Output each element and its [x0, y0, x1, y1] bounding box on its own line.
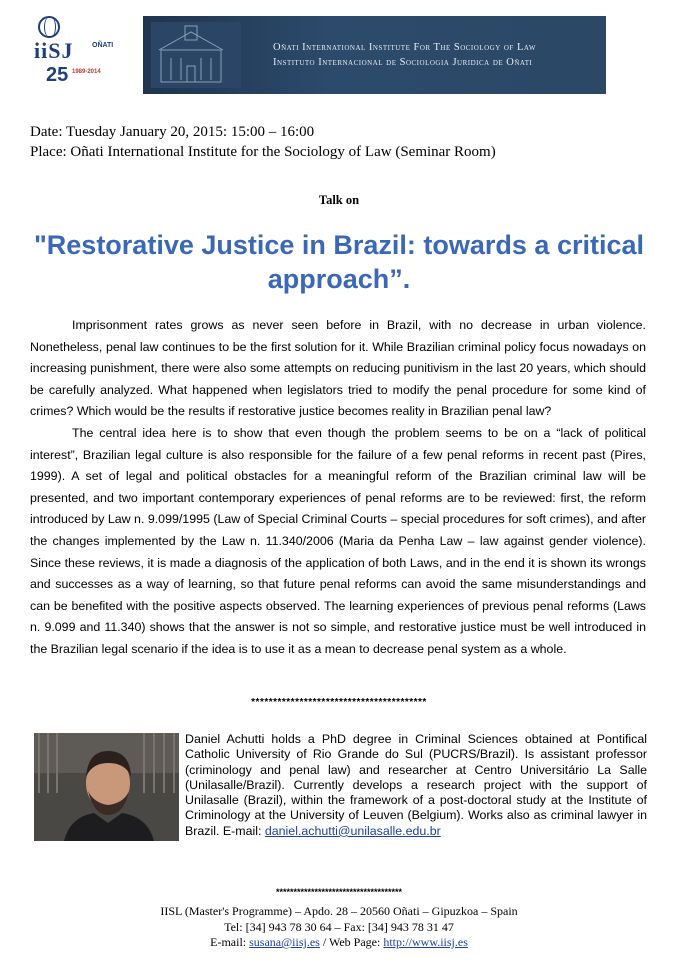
footer-contact: [0, 935, 678, 950]
globe-icon: [38, 16, 60, 38]
bio-text: Daniel Achutti holds a PhD degree in Criminal Sciences obtained at Pontifical Catholic University of Rio Grande do Sul (PUCRS/Brazil). Is assistant professor (criminology and penal law) and researcher at Centro Universitário La Salle (Unilasalle/Brazil). Currently develops a research project with the support of Unilasalle (Brazil), within the framework of a post-doctoral study at the Institute of Criminology at the University of Leuven (Belgium). Works also as criminal lawyer in Brazil. E-mail:: [185, 732, 647, 838]
logo-years: 1989-2014: [72, 69, 101, 75]
banner-line-spanish: Instituto Internacional de Sociologia Juridica de Oñati: [273, 57, 533, 68]
talk-title: "Restorative Justice in Brazil: towards a critical approach”.: [33, 230, 645, 294]
banner-line-english: Oñati International Institute For The Sociology of Law: [273, 42, 536, 53]
footer-address: IISL (Master's Programme) – Apdo. 28 – 20560 Oñati – Gipuzkoa – Spain: [160, 904, 518, 918]
logo-subtext: OÑATI: [92, 42, 114, 49]
building-illustration-icon: [151, 22, 241, 88]
separator: ****************************************: [251, 697, 427, 708]
logo-anniversary: 25: [46, 64, 69, 86]
abstract-paragraph-2: The central idea here is to show that even though the problem seems to be on a “lack of political interest”, Brazilian legal culture is also responsible for the failure of a few penal reforms in recent past (Pires, 1999). A set of legal and political obstacles for a meaningful reform of the Brazilian criminal law will be presented, and two important contemporary experiences of penal reforms are to be reviewed: first, the reform introduced by Law n. 9.099/1995 (Law of Special Criminal Courts – special procedures for soft crimes), and after the changes implemented by the Law n. 11.340/2006 (Maria da Penha Law – law against gender violence). Since these reviews, it is made a diagnosis of the application of both Laws, and in the end it is shown its wrongs and successes as a way of learning, so that future penal reforms can avoid the same misunderstandings and can be benefited with the positive aspects observed. The learning experiences of previous penal reforms (Laws n. 9.099 and 11.340) shows that the answer is not so simple, and restorative justice must be well introduced in the Brazilian legal scenario if the idea is to use it as a mean to decrease penal system as a whole.: [30, 425, 646, 656]
header-banner: [143, 16, 606, 94]
footer-web-link[interactable]: http://www.iisj.es: [383, 935, 468, 949]
abstract-paragraph-1: Imprisonment rates grows as never seen before in Brazil, with no decrease in urban violence. Nonetheless, penal law continues to be the first solution for it. While Brazilian criminal policy focus nowadays on increasing punishment, there were also some attempts on reducing punitivism in the last 20 years, which should be carefully analyzed. What happened when legislators tried to modify the penal procedure for some kind of crimes? Which would be the results if restorative justice becomes reality in Brazilian penal law?: [30, 318, 646, 419]
footer-web-label: / Web Page:: [319, 935, 384, 949]
talk-label: Talk on: [318, 193, 360, 207]
event-date: Date: Tuesday January 20, 2015: 15:00 – 16:00: [30, 124, 315, 140]
footer-phone: Tel: [34] 943 78 30 64 – Fax: [34] 943 78 31 47: [224, 920, 454, 934]
institute-logo: [30, 14, 120, 86]
footer-email-link[interactable]: susana@iisj.es: [249, 935, 320, 949]
footer-separator: ************************************: [275, 887, 403, 897]
footer-email-label: E-mail:: [210, 935, 250, 949]
event-place: Place: Oñati International Institute for the Sociology of Law (Seminar Room): [30, 144, 496, 160]
bio-email-link[interactable]: daniel.achutti@unilasalle.edu.br: [264, 823, 441, 838]
speaker-bio: [33, 732, 647, 840]
logo-text: iiSJ: [34, 38, 74, 63]
abstract: [30, 315, 646, 661]
